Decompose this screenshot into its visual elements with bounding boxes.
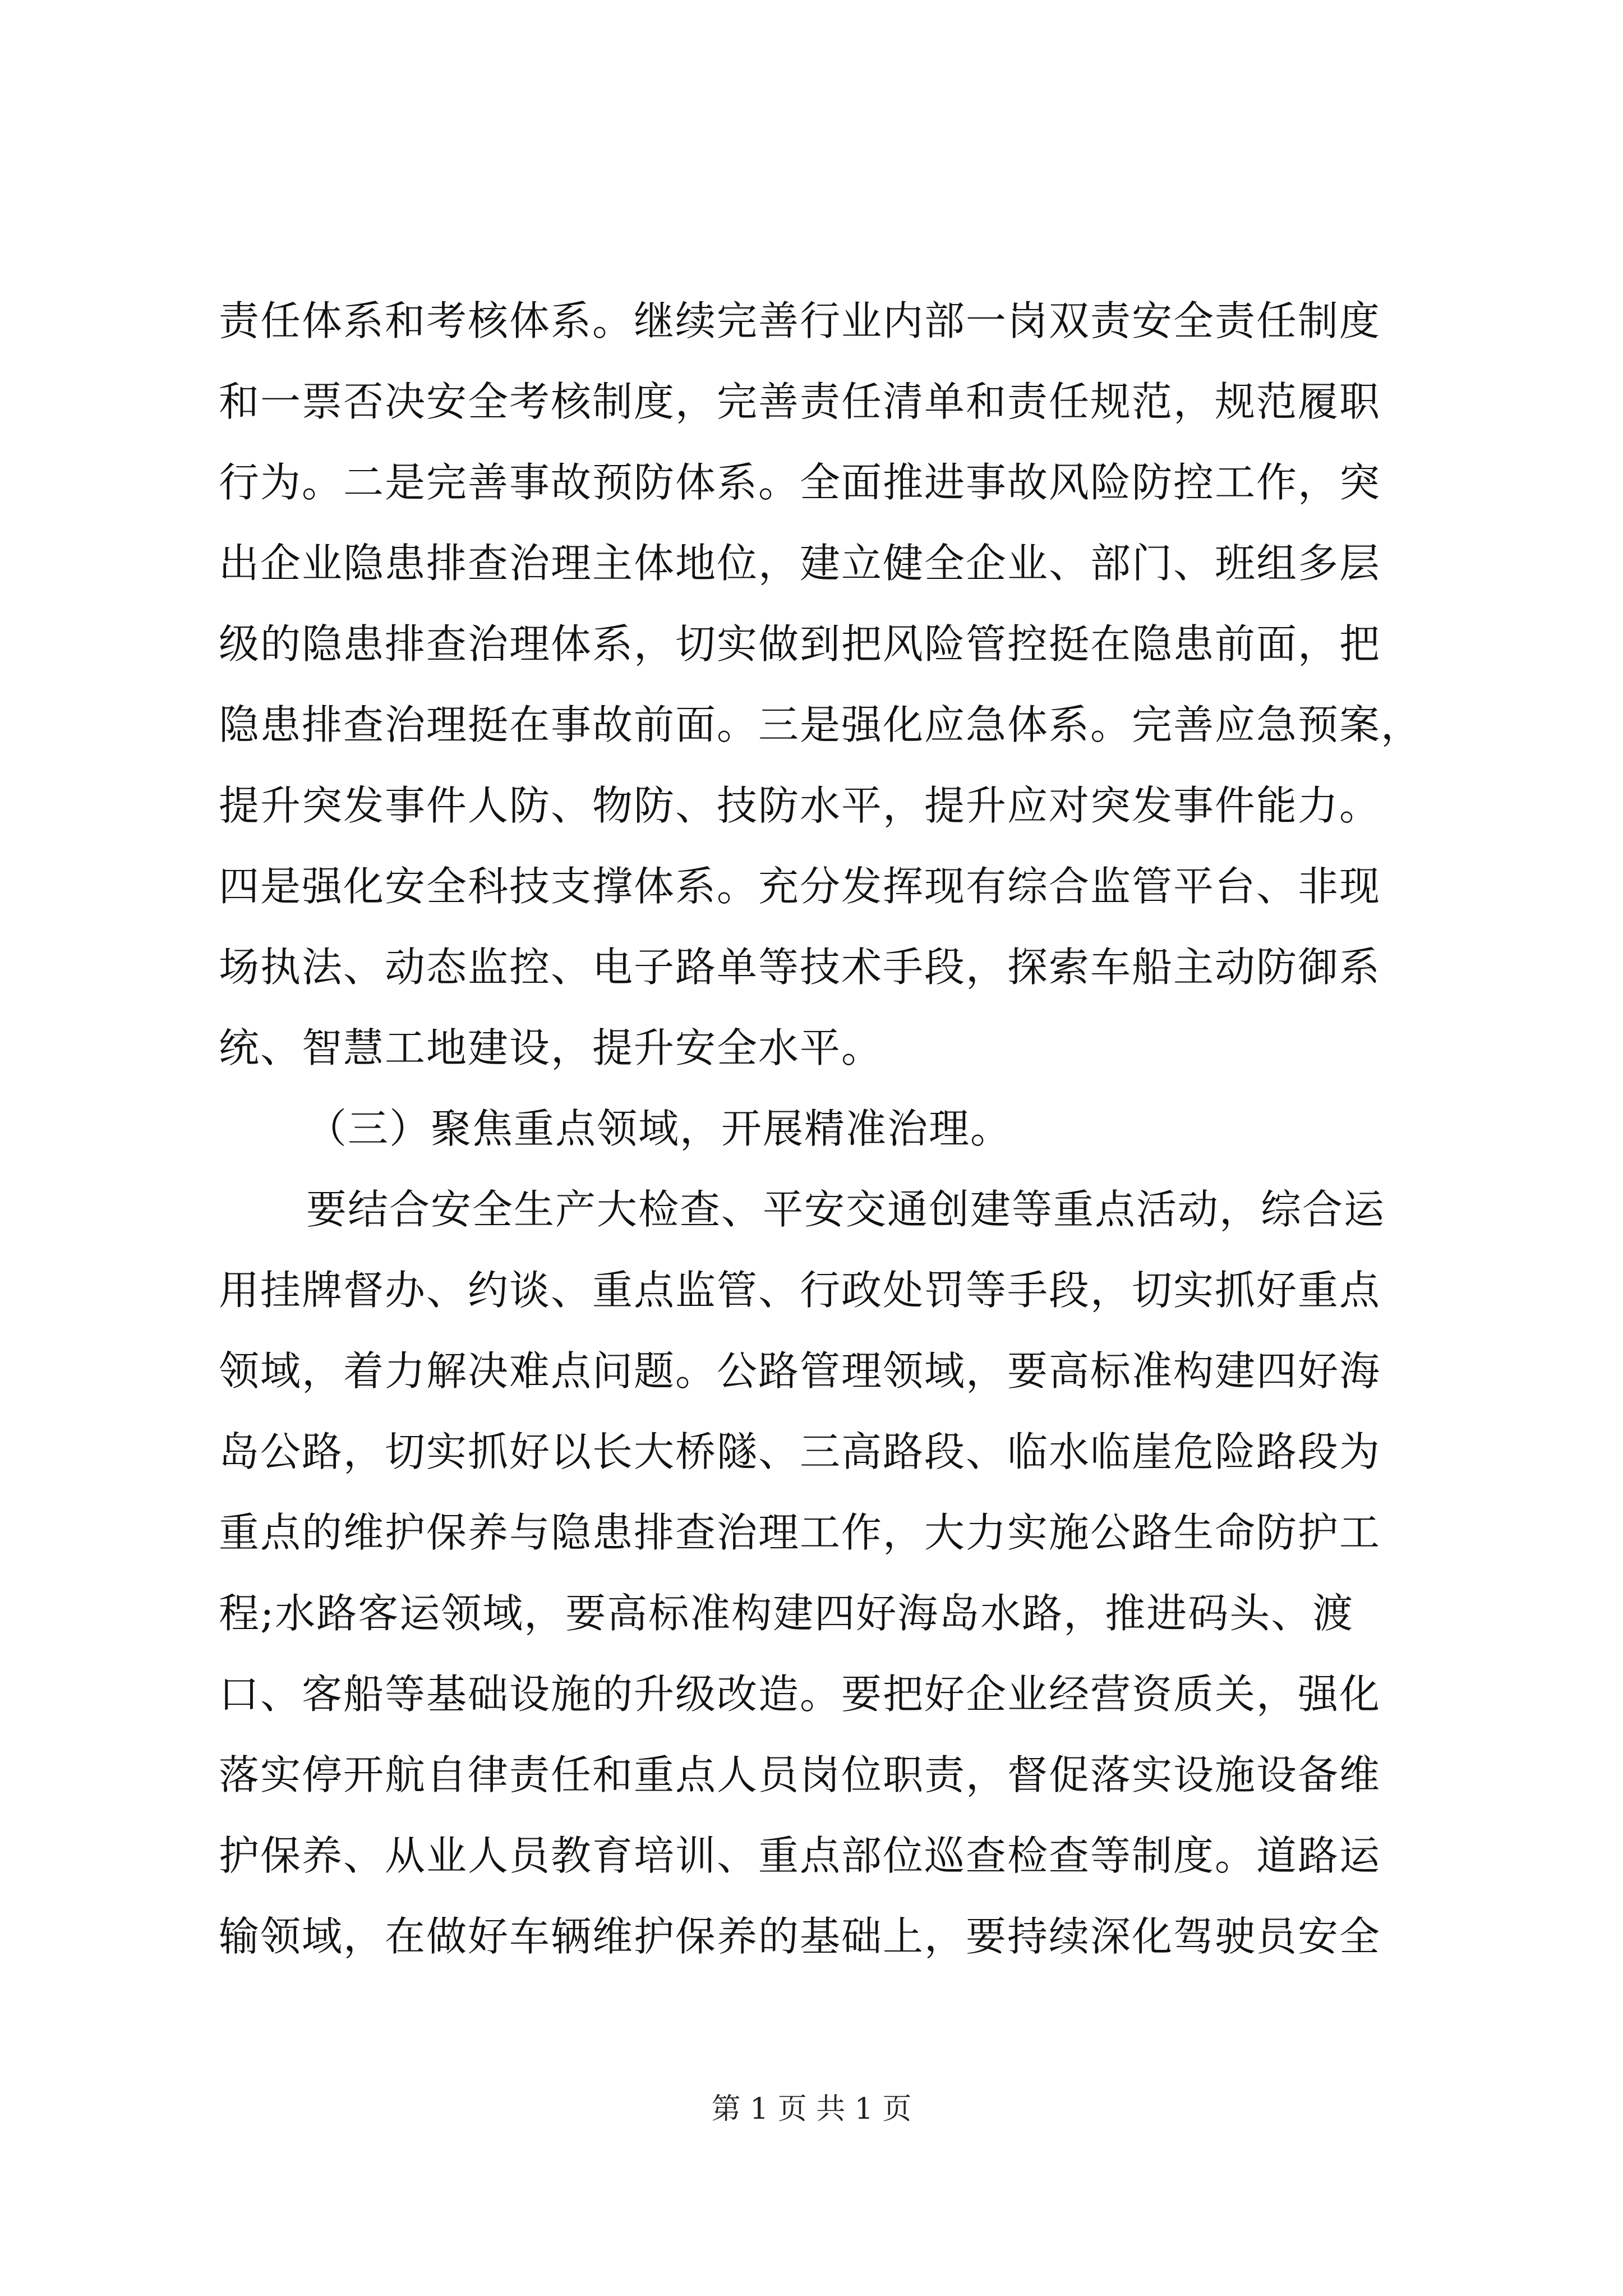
text-line: 隐患排查治理挺在事故前面。三是强化应急体系。完善应急预案， bbox=[219, 701, 1423, 748]
text-line: 级的隐患排查治理体系，切实做到把风险管控挺在隐患前面，把 bbox=[219, 620, 1381, 668]
text-line: 领域，着力解决难点问题。公路管理领域，要高标准构建四好海 bbox=[219, 1347, 1381, 1395]
text-line: 场执法、动态监控、电子路单等技术手段，探索车船主动防御系 bbox=[219, 944, 1381, 991]
text-line: 责任体系和考核体系。继续完善行业内部一岗双责安全责任制度 bbox=[219, 297, 1381, 344]
text-line: 护保养、从业人员教育培训、重点部位巡查检查等制度。道路运 bbox=[219, 1832, 1381, 1879]
document-body bbox=[219, 280, 1424, 1977]
text-line: 落实停开航自律责任和重点人员岗位职责，督促落实设施设备维 bbox=[219, 1751, 1381, 1798]
text-line: 和一票否决安全考核制度，完善责任清单和责任规范，规范履职 bbox=[219, 378, 1381, 425]
text-line: 行为。二是完善事故预防体系。全面推进事故风险防控工作，突 bbox=[219, 459, 1381, 506]
text-line: 重点的维护保养与隐患排查治理工作，大力实施公路生命防护工 bbox=[219, 1509, 1381, 1556]
paragraph-first-line: 要结合安全生产大检查、平安交通创建等重点活动，综合运 bbox=[306, 1186, 1386, 1233]
text-line: 输领域，在做好车辆维护保养的基础上，要持续深化驾驶员安全 bbox=[219, 1913, 1381, 1960]
text-line: 四是强化安全科技支撑体系。充分发挥现有综合监管平台、非现 bbox=[219, 863, 1381, 910]
text-line: 提升突发事件人防、物防、技防水平，提升应对突发事件能力。 bbox=[219, 782, 1381, 829]
text-line: 统、智慧工地建设，提升安全水平。 bbox=[219, 1024, 883, 1071]
text-line: 口、客船等基础设施的升级改造。要把好企业经营资质关，强化 bbox=[219, 1671, 1381, 1718]
text-line: 程;水路客运领域，要高标准构建四好海岛水路，推进码头、渡 bbox=[219, 1590, 1354, 1637]
page-number-footer: 第 1 页 共 1 页 bbox=[711, 2092, 912, 2126]
text-line: 岛公路，切实抓好以长大桥隧、三高路段、临水临崖危险路段为 bbox=[219, 1428, 1381, 1475]
text-line: 出企业隐患排查治理主体地位，建立健全企业、部门、班组多层 bbox=[219, 540, 1381, 587]
section-heading: （三）聚焦重点领域，开展精准治理。 bbox=[306, 1105, 1012, 1152]
text-line: 用挂牌督办、约谈、重点监管、行政处罚等手段，切实抓好重点 bbox=[219, 1267, 1381, 1314]
